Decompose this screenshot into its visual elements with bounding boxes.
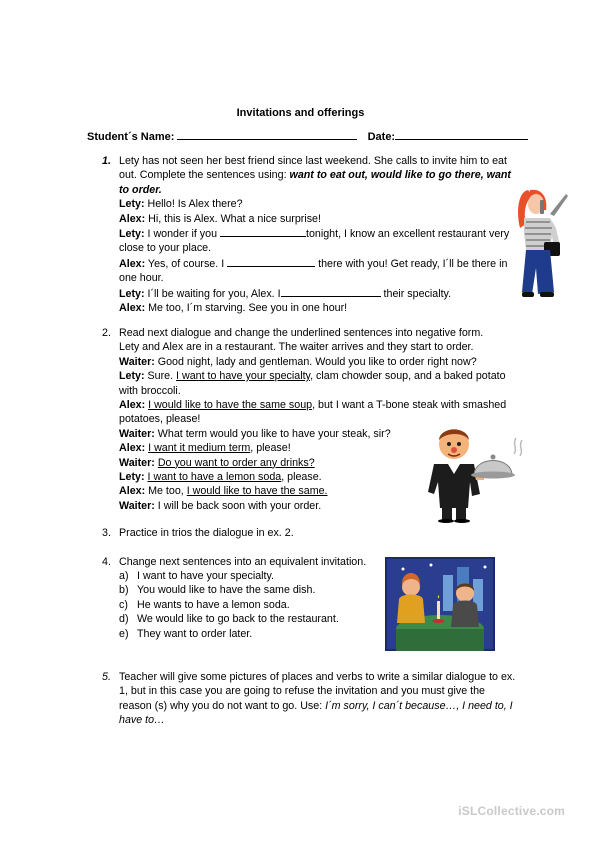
dialogue-line: Lety: I want to have a lemon soda, please. bbox=[119, 471, 322, 484]
dialogue-line: Alex: Hi, this is Alex. What a nice surprise! bbox=[119, 212, 321, 225]
restaurant-dinner-illustration bbox=[385, 557, 495, 651]
ex5-number: 5. bbox=[102, 671, 111, 683]
ex3-text: Practice in trios the dialogue in ex. 2. bbox=[119, 527, 294, 539]
ex4-number: 4. bbox=[102, 556, 111, 568]
list-item: c) He wants to have a lemon soda. bbox=[119, 598, 290, 611]
dialogue-line: Alex: I want it medium term, please! bbox=[119, 442, 291, 455]
student-name-row bbox=[87, 128, 528, 144]
student-name-label: Student´s Name: bbox=[87, 131, 175, 143]
student-name-field[interactable] bbox=[177, 128, 357, 140]
ex2-number: 2. bbox=[102, 327, 111, 339]
ex4-text: Change next sentences into an equivalent invitation. bbox=[119, 556, 367, 568]
date-label: Date: bbox=[367, 131, 396, 143]
fill-blank[interactable] bbox=[220, 226, 306, 237]
page-title: Invitations and offerings bbox=[236, 107, 365, 119]
ex3-number: 3. bbox=[102, 527, 111, 539]
dialogue-line: Lety: I´ll be waiting for you, Alex. I their specialty. bbox=[119, 287, 452, 300]
dialogue-line: Lety: Hello! Is Alex there? bbox=[119, 198, 243, 211]
watermark: iSLCollective.com bbox=[458, 804, 565, 818]
dialogue-line: Alex: Me too, I would like to have the same. bbox=[119, 485, 328, 498]
list-item: e) They want to order later. bbox=[119, 627, 253, 640]
date-field[interactable] bbox=[395, 128, 528, 140]
ex1-block bbox=[119, 154, 519, 315]
list-item: b) You would like to have the same dish. bbox=[119, 584, 316, 597]
ex2-instruction: Lety and Alex are in a restaurant. The waiter arrives and they start to order. bbox=[119, 341, 474, 354]
ex1-number: 1. bbox=[102, 155, 111, 167]
dialogue-line: Alex: Yes, of course. I there with you! Get ready, I´ll be there in one hour. bbox=[119, 257, 508, 285]
dialogue-line: Alex: I would like to have the same soup, but I want a T-bone steak with smashed potatoes, please! bbox=[119, 399, 507, 426]
dialogue-line: Waiter: Do you want to order any drinks? bbox=[119, 456, 315, 469]
waiter-illustration bbox=[418, 424, 526, 522]
list-item: d) We would like to go back to the restaurant. bbox=[119, 613, 339, 626]
fill-blank[interactable] bbox=[227, 256, 315, 267]
dialogue-line: Waiter: What term would you like to have your steak, sir? bbox=[119, 427, 391, 440]
woman-phone-illustration bbox=[514, 188, 574, 300]
fill-blank[interactable] bbox=[281, 286, 381, 297]
ex1-instructions: Lety has not seen her best friend since last weekend. She calls to invite him to eat out. Complete the sentences using: want to eat out, would like to go there, want to order. bbox=[119, 155, 511, 196]
dialogue-line: Waiter: Good night, lady and gentleman. Would you like to order right now? bbox=[119, 355, 477, 368]
dialogue-line: Waiter: I will be back soon with your order. bbox=[119, 499, 322, 512]
dialogue-line: Lety: I wonder if you tonight, I know an excellent restaurant very close to your place. bbox=[119, 228, 510, 255]
dialogue-line: Alex: Me too, I´m starving. See you in one hour! bbox=[119, 302, 348, 315]
dialogue-line: Lety: Sure. I want to have your specialty, clam chowder soup, and a baked potato with broccoli. bbox=[119, 370, 506, 397]
ex4-list bbox=[119, 569, 339, 641]
ex2-instruction: Read next dialogue and change the underlined sentences into negative form. bbox=[119, 327, 484, 339]
ex5-text: Teacher will give some pictures of places and verbs to write a similar dialogue to ex. 1, but in this case you are going to refuse the invitation and you must give the reason (s) why you do not want to go. Use: I´m sorry, I can´t because…, I need to, I have to… bbox=[119, 671, 516, 727]
list-item: a) I want to have your specialty. bbox=[119, 570, 275, 582]
